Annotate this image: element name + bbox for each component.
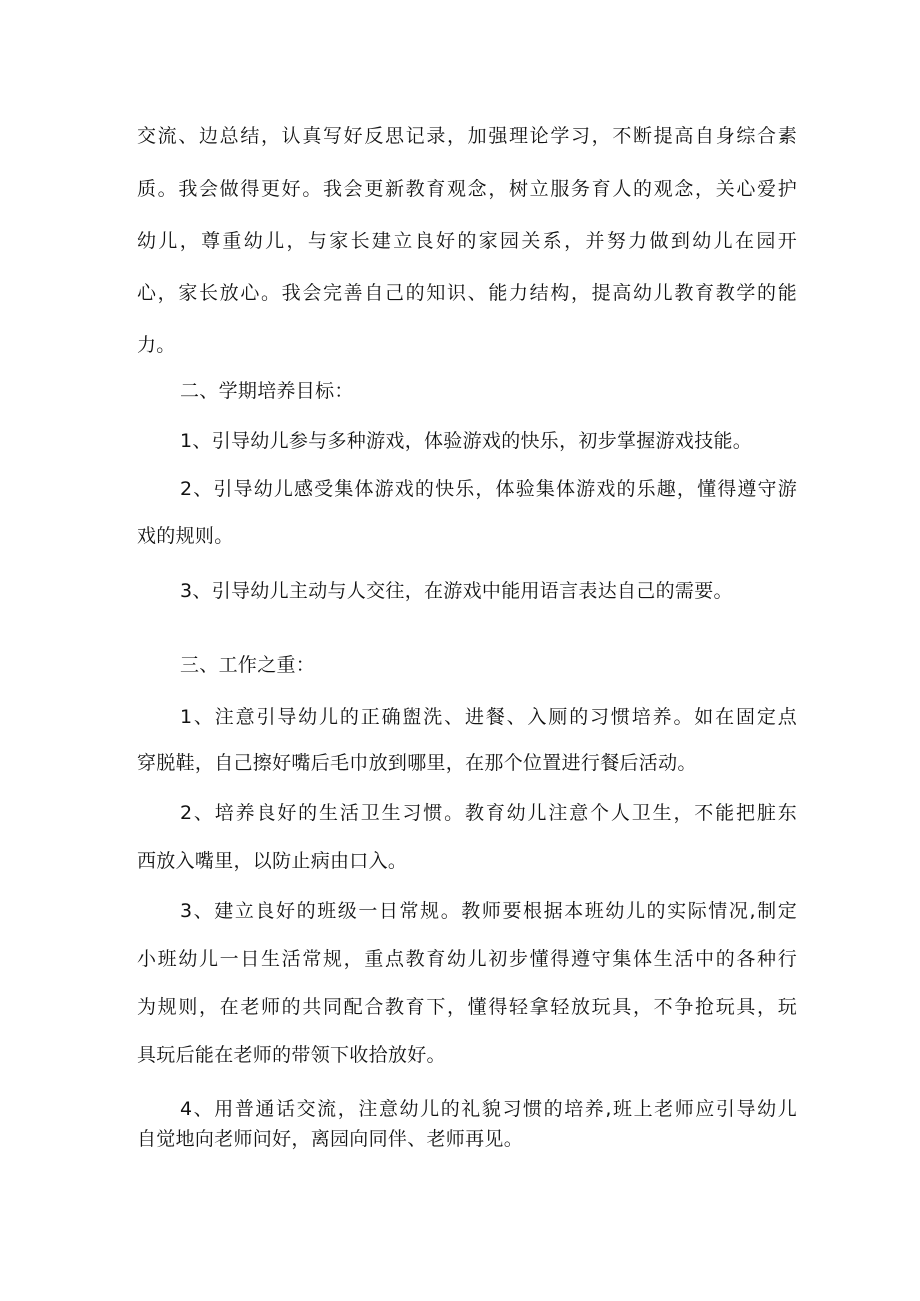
- goal-item-3: 3、引导幼儿主动与人交往，在游戏中能用语言表达自己的需要。: [180, 580, 733, 602]
- focus-item-2: 2、培养良好的生活卫生习惯。教育幼儿注意个人卫生，不能把脏东: [180, 802, 797, 824]
- section-heading: 三、工作之重：: [180, 654, 316, 676]
- focus-item-3-continuation: 为规则，在老师的共同配合教育下，懂得轻拿轻放玩具，不争抢玩具，玩: [137, 996, 797, 1018]
- goal-item-1: 1、引导幼儿参与多种游戏，体验游戏的快乐，初步掌握游戏技能。: [180, 430, 753, 452]
- paragraph-line: 心，家长放心。我会完善自己的知识、能力结构，提高幼儿教育教学的能: [137, 282, 797, 304]
- focus-item-1: 1、注意引导幼儿的正确盥洗、进餐、入厕的习惯培养。如在固定点: [180, 706, 797, 728]
- focus-item-3: 3、建立良好的班级一日常规。教师要根据本班幼儿的实际情况,制定: [180, 900, 797, 922]
- paragraph-line: 力。: [137, 334, 176, 356]
- section-heading: 二、学期培养目标：: [180, 380, 354, 402]
- paragraph-line: 质。我会做得更好。我会更新教育观念，树立服务育人的观念，关心爱护: [137, 178, 797, 200]
- focus-item-2-continuation: 西放入嘴里，以防止病由口入。: [137, 850, 408, 872]
- paragraph-line: 幼儿，尊重幼儿，与家长建立良好的家园关系，并努力做到幼儿在园开: [137, 230, 797, 252]
- focus-item-4-continuation: 自觉地向老师问好，离园向同伴、老师再见。: [137, 1128, 524, 1150]
- goal-item-2-continuation: 戏的规则。: [137, 525, 234, 547]
- focus-item-1-continuation: 穿脱鞋，自己擦好嘴后毛巾放到哪里，在那个位置进行餐后活动。: [137, 752, 697, 774]
- goal-item-2: 2、引导幼儿感受集体游戏的快乐，体验集体游戏的乐趣，懂得遵守游: [180, 478, 797, 500]
- focus-item-4: 4、用普通话交流，注意幼儿的礼貌习惯的培养,班上老师应引导幼儿: [180, 1098, 797, 1120]
- paragraph-line: 交流、边总结，认真写好反思记录，加强理论学习，不断提高自身综合素: [137, 125, 797, 147]
- focus-item-3-continuation: 具玩后能在老师的带领下收拾放好。: [137, 1044, 446, 1066]
- focus-item-3-continuation: 小班幼儿一日生活常规，重点教育幼儿初步懂得遵守集体生活中的各种行: [137, 948, 797, 970]
